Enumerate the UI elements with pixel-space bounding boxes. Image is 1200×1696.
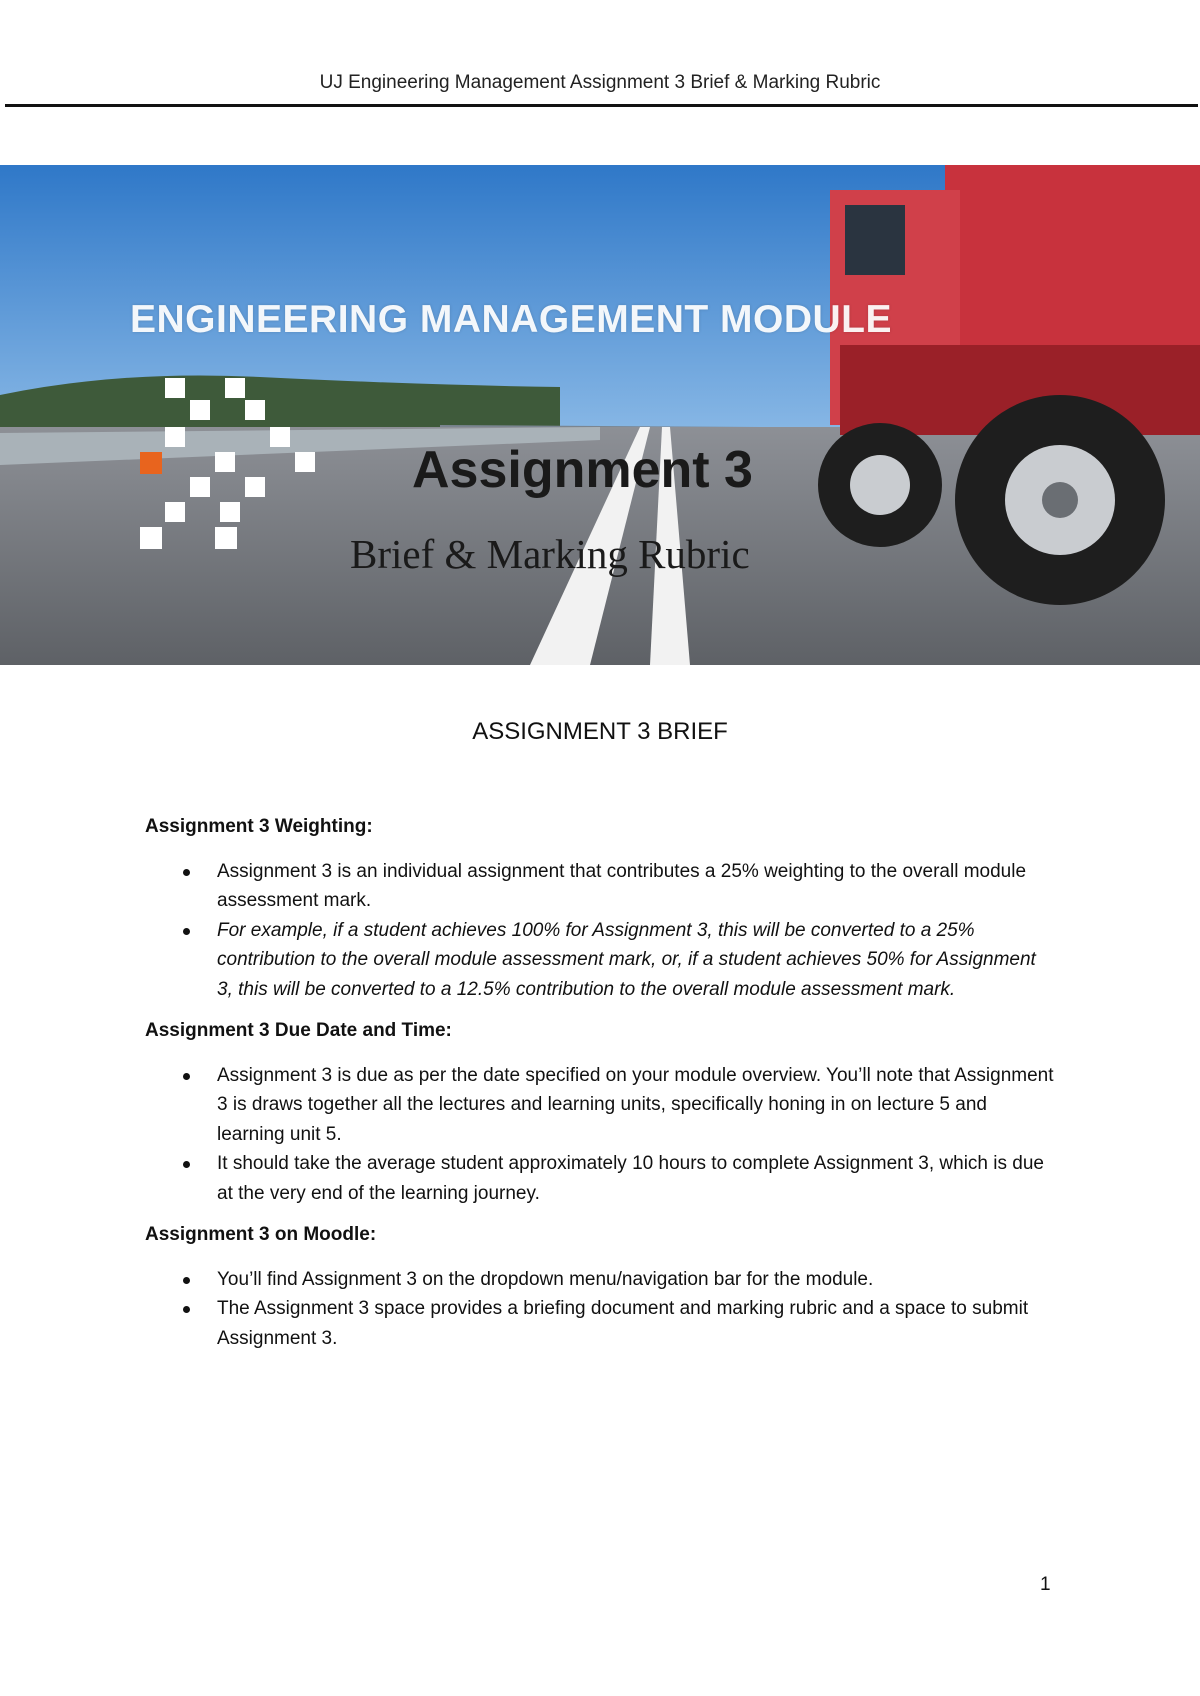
- section-title: ASSIGNMENT 3 BRIEF: [472, 718, 728, 745]
- banner-image: [0, 165, 1200, 665]
- due-date-list: [145, 1061, 1055, 1209]
- brief-content: [145, 812, 1055, 1365]
- header-rule: [5, 104, 1198, 107]
- banner-assignment-title: Assignment 3: [412, 441, 753, 499]
- list-item: For example, if a student achieves 100% for Assignment 3, this will be converted to a 25% contribution to the overall module assessment mark, or, if a student achieves 50% for Assignment 3, this will be converted to a 12.5% contribution to the overall module assessment mark.: [145, 916, 1055, 1005]
- banner-assignment-subtitle: Brief & Marking Rubric: [350, 531, 750, 577]
- list-item: It should take the average student approximately 10 hours to complete Assignment 3, which is due at the very end of the learning journey.: [145, 1149, 1055, 1208]
- list-item: Assignment 3 is an individual assignment that contributes a 25% weighting to the overall module assessment mark.: [145, 857, 1055, 916]
- moodle-heading: Assignment 3 on Moodle:: [145, 1224, 377, 1245]
- page-number: 1: [1040, 1574, 1051, 1595]
- list-item: You’ll find Assignment 3 on the dropdown menu/navigation bar for the module.: [145, 1265, 1055, 1295]
- list-item: Assignment 3 is due as per the date specified on your module overview. You’ll note that Assignment 3 is draws together all the lectures and learning units, specifically honing in on lecture 5 and learning unit 5.: [145, 1061, 1055, 1150]
- banner-module-title: ENGINEERING MANAGEMENT MODULE: [130, 298, 893, 341]
- weighting-heading: Assignment 3 Weighting:: [145, 816, 373, 837]
- list-item: The Assignment 3 space provides a briefing document and marking rubric and a space to submit Assignment 3.: [145, 1294, 1055, 1353]
- truck: [818, 165, 1200, 605]
- banner-illustration: [0, 165, 1200, 665]
- due-date-heading: Assignment 3 Due Date and Time:: [145, 1020, 452, 1041]
- moodle-list: [145, 1265, 1055, 1354]
- weighting-list: [145, 857, 1055, 1005]
- running-header: UJ Engineering Management Assignment 3 Brief & Marking Rubric: [319, 72, 881, 93]
